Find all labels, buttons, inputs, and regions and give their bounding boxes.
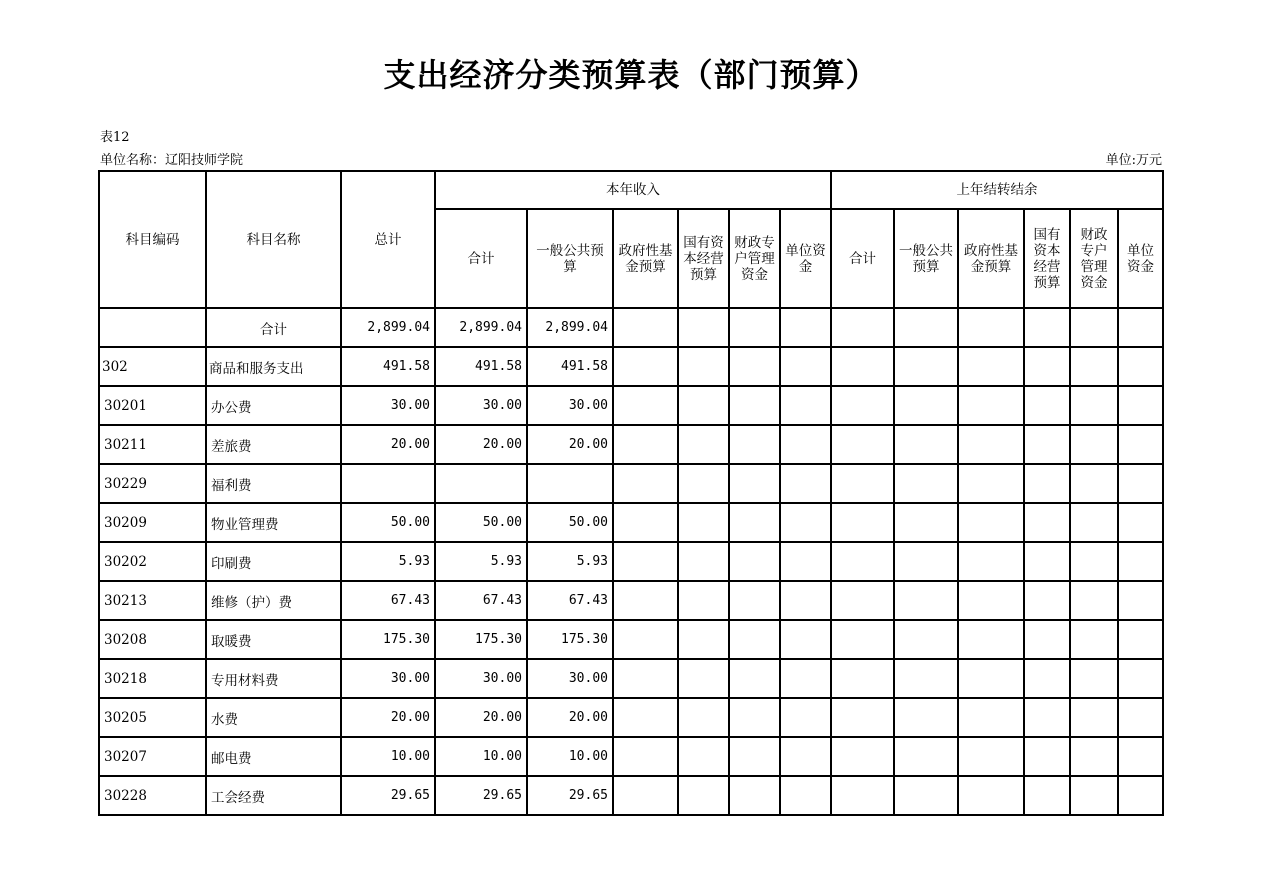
cell-total: 2,899.04 (341, 308, 435, 347)
cell-empty (780, 737, 831, 776)
cell-empty (1118, 347, 1163, 386)
cell-empty (1070, 464, 1118, 503)
cell-empty (1118, 581, 1163, 620)
cell-cur-general: 67.43 (527, 581, 613, 620)
cell-empty (958, 386, 1024, 425)
cell-total: 67.43 (341, 581, 435, 620)
cell-empty (894, 464, 958, 503)
cell-empty (780, 581, 831, 620)
cell-empty (678, 347, 729, 386)
cell-empty (894, 503, 958, 542)
header-carry-unit-fund: 单位资金 (1118, 209, 1163, 308)
header-total: 总计 (341, 171, 435, 308)
budget-table (98, 170, 1164, 816)
cell-empty (1024, 386, 1070, 425)
cell-code: 30213 (99, 581, 206, 620)
cell-empty (831, 737, 894, 776)
cell-empty (1070, 347, 1118, 386)
cell-empty (613, 503, 678, 542)
cell-code: 30209 (99, 503, 206, 542)
cell-empty (780, 425, 831, 464)
table-number: 表12 (100, 130, 130, 145)
cell-name: 商品和服务支出 (206, 347, 341, 386)
cell-cur-total (435, 464, 527, 503)
cell-empty (958, 347, 1024, 386)
cell-empty (780, 308, 831, 347)
cell-empty (894, 620, 958, 659)
cell-empty (678, 776, 729, 815)
table-row (99, 659, 1163, 698)
unit-measure: 单位:万元 (1105, 153, 1162, 168)
cell-empty (1118, 542, 1163, 581)
cell-empty (780, 620, 831, 659)
cell-cur-total: 67.43 (435, 581, 527, 620)
table-row (99, 737, 1163, 776)
header-cur-unit-fund: 单位资金 (780, 209, 831, 308)
cell-total: 491.58 (341, 347, 435, 386)
cell-empty (1070, 386, 1118, 425)
cell-cur-general: 10.00 (527, 737, 613, 776)
cell-name: 维修（护）费 (206, 581, 341, 620)
cell-empty (1118, 386, 1163, 425)
header-carry-fiscal-special: 财政专户管理资金 (1070, 209, 1118, 308)
cell-empty (831, 581, 894, 620)
cell-empty (729, 737, 780, 776)
cell-cur-general: 30.00 (527, 659, 613, 698)
cell-empty (780, 698, 831, 737)
cell-empty (1024, 425, 1070, 464)
cell-empty (1024, 698, 1070, 737)
cell-empty (613, 737, 678, 776)
cell-empty (729, 347, 780, 386)
table-row (99, 464, 1163, 503)
cell-total: 30.00 (341, 386, 435, 425)
cell-empty (831, 347, 894, 386)
cell-code: 30207 (99, 737, 206, 776)
cell-empty (1070, 581, 1118, 620)
cell-code: 30229 (99, 464, 206, 503)
table-row (99, 698, 1163, 737)
cell-empty (1118, 698, 1163, 737)
cell-cur-general: 2,899.04 (527, 308, 613, 347)
cell-empty (1024, 581, 1070, 620)
cell-empty (780, 386, 831, 425)
cell-empty (729, 620, 780, 659)
cell-code: 30205 (99, 698, 206, 737)
cell-empty (729, 776, 780, 815)
cell-cur-total: 5.93 (435, 542, 527, 581)
cell-empty (678, 698, 729, 737)
header-name: 科目名称 (206, 171, 341, 308)
cell-cur-general: 5.93 (527, 542, 613, 581)
cell-empty (678, 620, 729, 659)
cell-empty (831, 503, 894, 542)
cell-empty (958, 776, 1024, 815)
cell-code: 30211 (99, 425, 206, 464)
cell-empty (1024, 308, 1070, 347)
cell-empty (613, 308, 678, 347)
cell-code: 30201 (99, 386, 206, 425)
cell-total (341, 464, 435, 503)
cell-name: 专用材料费 (206, 659, 341, 698)
cell-empty (1070, 503, 1118, 542)
cell-empty (678, 659, 729, 698)
cell-empty (780, 659, 831, 698)
cell-code: 30208 (99, 620, 206, 659)
cell-empty (831, 308, 894, 347)
cell-empty (1118, 503, 1163, 542)
cell-empty (958, 542, 1024, 581)
cell-empty (958, 620, 1024, 659)
cell-empty (1024, 737, 1070, 776)
cell-empty (1024, 542, 1070, 581)
cell-cur-general: 29.65 (527, 776, 613, 815)
cell-name: 工会经费 (206, 776, 341, 815)
cell-empty (613, 659, 678, 698)
cell-empty (1024, 503, 1070, 542)
cell-cur-general: 30.00 (527, 386, 613, 425)
cell-empty (894, 737, 958, 776)
cell-code: 302 (99, 347, 206, 386)
cell-empty (729, 659, 780, 698)
cell-empty (831, 542, 894, 581)
cell-cur-total: 30.00 (435, 659, 527, 698)
cell-empty (894, 659, 958, 698)
cell-empty (1118, 620, 1163, 659)
cell-empty (678, 386, 729, 425)
cell-empty (958, 581, 1024, 620)
cell-empty (780, 542, 831, 581)
cell-empty (1118, 464, 1163, 503)
cell-empty (780, 776, 831, 815)
cell-empty (958, 698, 1024, 737)
cell-empty (1070, 776, 1118, 815)
cell-cur-general (527, 464, 613, 503)
table-row (99, 776, 1163, 815)
table-row (99, 620, 1163, 659)
cell-empty (831, 698, 894, 737)
header-carry-state-capital: 国有资本经营预算 (1024, 209, 1070, 308)
cell-empty (831, 425, 894, 464)
cell-empty (613, 464, 678, 503)
cell-empty (958, 659, 1024, 698)
cell-name: 印刷费 (206, 542, 341, 581)
cell-empty (894, 542, 958, 581)
cell-empty (894, 425, 958, 464)
cell-empty (780, 464, 831, 503)
header-cur-total: 合计 (435, 209, 527, 308)
table-row (99, 386, 1163, 425)
cell-total: 50.00 (341, 503, 435, 542)
cell-name: 取暖费 (206, 620, 341, 659)
cell-cur-total: 20.00 (435, 425, 527, 464)
header-carry-total: 合计 (831, 209, 894, 308)
cell-empty (729, 425, 780, 464)
cell-empty (678, 581, 729, 620)
cell-empty (1118, 425, 1163, 464)
cell-name: 差旅费 (206, 425, 341, 464)
cell-empty (1070, 737, 1118, 776)
cell-cur-general: 20.00 (527, 698, 613, 737)
cell-code: 30228 (99, 776, 206, 815)
cell-empty (1070, 620, 1118, 659)
cell-empty (958, 308, 1024, 347)
cell-cur-total: 2,899.04 (435, 308, 527, 347)
page-title: 支出经济分类预算表（部门预算） (383, 56, 879, 94)
cell-name: 物业管理费 (206, 503, 341, 542)
header-cur-general: 一般公共预算 (527, 209, 613, 308)
cell-empty (729, 308, 780, 347)
cell-empty (1118, 776, 1163, 815)
table-row (99, 503, 1163, 542)
cell-empty (958, 425, 1024, 464)
cell-code (99, 308, 206, 347)
cell-empty (729, 464, 780, 503)
cell-empty (780, 503, 831, 542)
cell-total: 10.00 (341, 737, 435, 776)
cell-empty (831, 464, 894, 503)
cell-empty (678, 503, 729, 542)
cell-empty (729, 581, 780, 620)
cell-empty (678, 308, 729, 347)
cell-cur-total: 491.58 (435, 347, 527, 386)
header-code: 科目编码 (99, 171, 206, 308)
cell-name: 办公费 (206, 386, 341, 425)
cell-empty (678, 464, 729, 503)
header-carry-gov-fund: 政府性基金预算 (958, 209, 1024, 308)
cell-empty (678, 737, 729, 776)
cell-empty (613, 581, 678, 620)
cell-cur-total: 175.30 (435, 620, 527, 659)
cell-total: 20.00 (341, 698, 435, 737)
cell-empty (729, 542, 780, 581)
cell-name: 邮电费 (206, 737, 341, 776)
cell-total: 30.00 (341, 659, 435, 698)
cell-empty (1024, 464, 1070, 503)
cell-empty (894, 581, 958, 620)
cell-empty (613, 386, 678, 425)
table-row-total (99, 308, 1163, 347)
cell-empty (831, 386, 894, 425)
cell-empty (678, 425, 729, 464)
cell-empty (958, 464, 1024, 503)
cell-empty (1118, 308, 1163, 347)
cell-empty (1118, 659, 1163, 698)
cell-empty (831, 620, 894, 659)
cell-empty (1070, 659, 1118, 698)
cell-empty (1024, 347, 1070, 386)
table-row (99, 542, 1163, 581)
header-carryover: 上年结转结余 (831, 171, 1163, 209)
cell-empty (1024, 620, 1070, 659)
table-row (99, 581, 1163, 620)
cell-empty (831, 659, 894, 698)
cell-total: 20.00 (341, 425, 435, 464)
cell-code: 30202 (99, 542, 206, 581)
cell-empty (613, 776, 678, 815)
cell-cur-general: 491.58 (527, 347, 613, 386)
cell-cur-total: 50.00 (435, 503, 527, 542)
header-carry-general: 一般公共预算 (894, 209, 958, 308)
cell-empty (613, 347, 678, 386)
table-row (99, 425, 1163, 464)
cell-empty (1070, 425, 1118, 464)
cell-name: 水费 (206, 698, 341, 737)
cell-empty (958, 737, 1024, 776)
cell-empty (831, 776, 894, 815)
cell-empty (894, 308, 958, 347)
cell-cur-total: 10.00 (435, 737, 527, 776)
cell-name: 合计 (206, 308, 341, 347)
cell-empty (1024, 776, 1070, 815)
cell-cur-total: 29.65 (435, 776, 527, 815)
cell-cur-general: 20.00 (527, 425, 613, 464)
cell-empty (613, 425, 678, 464)
cell-empty (729, 503, 780, 542)
cell-empty (894, 347, 958, 386)
unit-name: 单位名称：辽阳技师学院 (100, 153, 244, 168)
cell-empty (1070, 698, 1118, 737)
cell-empty (894, 776, 958, 815)
cell-empty (1070, 308, 1118, 347)
header-current-income: 本年收入 (435, 171, 831, 209)
header-cur-state-capital: 国有资本经营预算 (678, 209, 729, 308)
cell-empty (613, 542, 678, 581)
cell-cur-total: 20.00 (435, 698, 527, 737)
header-cur-fiscal-special: 财政专户管理资金 (729, 209, 780, 308)
cell-empty (894, 386, 958, 425)
cell-total: 175.30 (341, 620, 435, 659)
cell-cur-general: 50.00 (527, 503, 613, 542)
table-row (99, 347, 1163, 386)
cell-empty (678, 542, 729, 581)
cell-empty (1118, 737, 1163, 776)
cell-empty (958, 503, 1024, 542)
cell-total: 29.65 (341, 776, 435, 815)
cell-total: 5.93 (341, 542, 435, 581)
cell-cur-total: 30.00 (435, 386, 527, 425)
cell-empty (780, 347, 831, 386)
cell-empty (729, 386, 780, 425)
cell-empty (729, 698, 780, 737)
cell-empty (613, 698, 678, 737)
cell-cur-general: 175.30 (527, 620, 613, 659)
cell-empty (613, 620, 678, 659)
cell-empty (1070, 542, 1118, 581)
cell-empty (894, 698, 958, 737)
header-cur-gov-fund: 政府性基金预算 (613, 209, 678, 308)
cell-empty (1024, 659, 1070, 698)
cell-code: 30218 (99, 659, 206, 698)
cell-name: 福利费 (206, 464, 341, 503)
